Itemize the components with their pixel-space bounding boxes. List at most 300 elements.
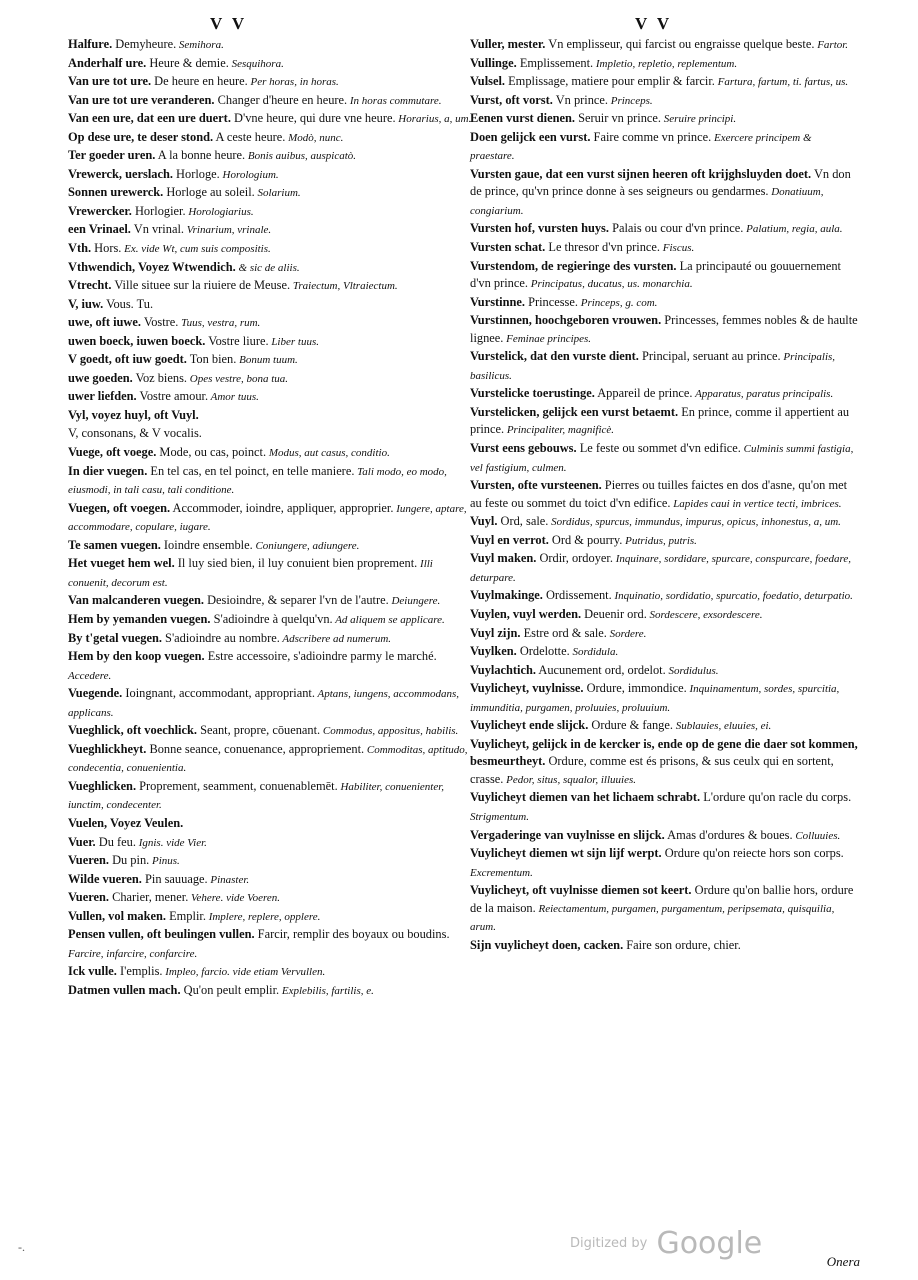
entry-french-gloss: Voz biens. — [132, 370, 187, 385]
entry-latin-gloss: Putridus, putris. — [622, 534, 697, 547]
entry-french-gloss: Vous. Tu. — [103, 296, 154, 311]
entry-headword: Vuylachtich. — [470, 662, 536, 677]
entry-headword: Vergaderinge van vuylnisse en slijck. — [470, 827, 665, 842]
entry-french-gloss: Principal, seruant au prince. — [638, 349, 781, 364]
entry-headword: Vuyl en verrot. — [470, 532, 549, 547]
entry-headword: Eenen vurst dienen. — [470, 111, 575, 126]
entry-headword: Vulsel. — [470, 74, 506, 89]
entry-latin-gloss: Sublauies, eluuies, ei. — [672, 720, 772, 733]
entry-latin-gloss: Culminis summi fastigia, vel fastigium, culmen. — [470, 443, 854, 474]
entry-french-gloss: En tel cas, en tel poinct, en telle maniere. — [147, 463, 355, 478]
entry-headword: Doen gelijck een vurst. — [470, 129, 591, 144]
entry-latin-gloss: Implere, replere, opplere. — [205, 910, 321, 923]
entry-french-gloss: Emplir. — [166, 908, 206, 923]
entry-latin-gloss: Tuus, vestra, rum. — [178, 317, 261, 330]
entry-latin-gloss: Strigmentum. — [470, 810, 529, 823]
entry-french-gloss: L'ordure qu'on racle du corps. — [700, 790, 852, 805]
dictionary-entry — [68, 259, 473, 278]
entry-latin-gloss: Horologium. — [219, 168, 279, 181]
entry-latin-gloss: Modò, nunc. — [285, 131, 344, 144]
entry-french-gloss: Qu'on peult emplir. — [180, 982, 280, 997]
entry-headword: Vuylicheyt diemen van het lichaem schrabt. — [470, 790, 701, 805]
entry-headword: uwer liefden. — [68, 389, 137, 404]
dictionary-entry — [68, 889, 473, 908]
entry-french-gloss: V, consonans, & V vocalis. — [68, 426, 202, 441]
entry-french-gloss: Deuenir ord. — [581, 606, 647, 621]
entry-headword: Vuer. — [68, 834, 96, 849]
dictionary-entry — [68, 834, 473, 853]
dictionary-entry — [470, 625, 858, 644]
entry-headword: Vurstinnen, hoochgeboren vrouwen. — [470, 313, 662, 328]
dictionary-entry — [68, 741, 473, 778]
entry-french-gloss: Il luy sied bien, il luy conuient bien proprement. — [174, 556, 418, 571]
entry-french-gloss: En prince, comme il appertient au prince. — [470, 404, 850, 437]
entry-french-gloss: Ordelotte. — [516, 644, 570, 659]
entry-headword: Vullinge. — [470, 55, 517, 70]
entry-french-gloss: Faire comme vn prince. — [590, 129, 712, 144]
dictionary-entry — [68, 444, 473, 463]
entry-french-gloss: Ville situee sur la riuiere de Meuse. — [111, 278, 291, 293]
entry-french-gloss: Pin sauuage. — [141, 871, 208, 886]
dictionary-entry — [470, 258, 858, 294]
entry-latin-gloss: Colluuies. — [792, 829, 841, 842]
dictionary-entry — [470, 294, 858, 313]
dictionary-entry — [68, 73, 473, 92]
entry-headword: Hem by den koop vuegen. — [68, 649, 205, 664]
dictionary-entry — [68, 407, 473, 426]
entry-headword: Datmen vullen mach. — [68, 982, 181, 997]
entry-headword: Het vueget hem wel. — [68, 556, 175, 571]
dictionary-entry — [68, 166, 473, 185]
entry-latin-gloss: Commodus, appositus, habilis. — [320, 725, 459, 738]
entry-headword: Sonnen urewerck. — [68, 185, 164, 200]
entry-latin-gloss: Illi conuenit, decorum est. — [68, 558, 433, 589]
entry-french-gloss: Ton bien. — [186, 352, 237, 367]
dictionary-entry — [470, 643, 858, 662]
watermark-prefix: Digitized by — [570, 1236, 648, 1251]
entry-headword: Vursten hof, vursten huys. — [470, 221, 609, 236]
left-column — [68, 36, 473, 1000]
dictionary-entry — [470, 404, 858, 440]
dictionary-entry — [68, 55, 473, 74]
entry-french-gloss: Emplissement. — [516, 55, 594, 70]
entry-latin-gloss: Palatium, regia, aula. — [743, 223, 843, 236]
entry-french-gloss: Ordure qu'on reiecte hors son corps. — [661, 846, 844, 861]
dictionary-entry — [68, 277, 473, 296]
dictionary-entry — [68, 722, 473, 741]
dictionary-entry — [68, 908, 473, 927]
entry-latin-gloss: Semihora. — [176, 39, 224, 51]
entry-french-gloss: Princesse. — [524, 294, 578, 309]
dictionary-entry — [68, 611, 473, 630]
dictionary-entry — [470, 239, 858, 258]
entry-headword: Te samen vuegen. — [68, 537, 161, 552]
entry-headword: Vtrecht. — [68, 278, 112, 293]
entry-latin-gloss: Fiscus. — [660, 242, 695, 255]
dictionary-entry — [68, 963, 473, 982]
entry-headword: Vurstendom, de regieringe des vursten. — [470, 258, 677, 273]
entry-headword: Op dese ure, te deser stond. — [68, 129, 214, 144]
dictionary-entry — [470, 550, 858, 587]
entry-french-gloss: Vn prince. — [552, 92, 608, 107]
entry-french-gloss: Farcir, remplir des boyaux ou boudins. — [254, 927, 450, 942]
entry-headword: Vursten, ofte vursteenen. — [470, 478, 602, 493]
entry-latin-gloss: Deiungere. — [388, 595, 441, 608]
entry-headword: Vuylicheyt, vuylnisse. — [470, 681, 584, 696]
entry-latin-gloss: Ex. vide Wt, cum suis compositis. — [121, 243, 271, 256]
entry-headword: Vuyl. — [470, 514, 498, 529]
entry-latin-gloss: Principalis, basilicus. — [470, 351, 836, 382]
dictionary-entry — [68, 129, 473, 148]
dictionary-entry — [470, 166, 858, 221]
entry-headword: Vrewerck, uerslach. — [68, 166, 173, 181]
left-running-head: V V — [210, 14, 248, 33]
entry-french-gloss: Vostre amour. — [136, 389, 209, 404]
entry-french-gloss: Seruir vn prince. — [575, 111, 662, 126]
entry-latin-gloss: Aptans, iungens, accommodans, applicans. — [68, 688, 459, 719]
entry-headword: Vuege, oft voege. — [68, 445, 157, 460]
entry-french-gloss: Pierres ou tuilles faictes en dos d'asne, qu'on met au feste ou sommet du toict d'vn edifice. — [470, 478, 848, 510]
margin-mark: -. — [18, 1240, 25, 1254]
entry-french-gloss: Demyheure. — [112, 37, 177, 51]
entry-headword: Vursten gaue, dat een vurst sijnen heeren oft krijghsluyden doet. — [470, 166, 812, 181]
entry-latin-gloss: Pedor, situs, squalor, illuuies. — [503, 773, 636, 786]
entry-headword: Vursten schat. — [470, 240, 546, 255]
entry-headword: Vuelen, Voyez Veulen. — [68, 815, 184, 830]
entry-headword: Vuylmakinge. — [470, 588, 543, 603]
entry-headword: Vueren. — [68, 890, 109, 905]
entry-latin-gloss: Liber tuus. — [268, 335, 319, 348]
entry-headword: Vuylicheyt, oft vuylnisse diemen sot keert. — [470, 883, 692, 898]
entry-french-gloss: Ord, sale. — [497, 514, 549, 529]
entry-headword: Wilde vueren. — [68, 871, 142, 886]
dictionary-entry — [470, 440, 858, 477]
dictionary-entry — [470, 385, 858, 404]
dictionary-entry — [68, 388, 473, 407]
dictionary-entry — [68, 630, 473, 649]
entry-latin-gloss: Ignis. vide Vier. — [135, 836, 207, 849]
entry-headword: Vuyl zijn. — [470, 625, 521, 640]
entry-french-gloss: Hors. — [91, 241, 122, 256]
entry-headword: Van ure tot ure veranderen. — [68, 92, 215, 107]
entry-latin-gloss: Horologiarius. — [185, 205, 254, 218]
entry-latin-gloss: Sordidulus. — [665, 664, 719, 677]
entry-headword: Vurstelick, dat den vurste dient. — [470, 349, 639, 364]
entry-headword: Vueren. — [68, 853, 109, 868]
entry-latin-gloss: Amor tuus. — [208, 391, 259, 404]
entry-headword: Ick vulle. — [68, 964, 117, 979]
entry-headword: Halfure. — [68, 37, 113, 51]
dictionary-entry — [68, 296, 473, 315]
entry-headword: Anderhalf ure. — [68, 55, 147, 70]
entry-french-gloss: Proprement, seamment, conuenablemēt. — [136, 778, 338, 793]
entry-latin-gloss: Traiectum, Vltraiectum. — [290, 280, 398, 293]
entry-french-gloss: Princesses, femmes nobles & de haulte lignee. — [470, 313, 858, 345]
entry-french-gloss: Palais ou cour d'vn prince. — [608, 221, 744, 236]
dictionary-entry — [68, 778, 473, 815]
entry-latin-gloss: Sordidula. — [569, 646, 619, 659]
entry-french-gloss: Appareil de prince. — [594, 386, 693, 401]
entry-latin-gloss: & sic de aliis. — [235, 261, 300, 274]
dictionary-entry — [470, 606, 858, 625]
entry-french-gloss: Vn don de prince, qu'vn prince donne à ses seigneurs ou gendarmes. — [470, 166, 851, 199]
google-logo: Google — [656, 1226, 763, 1261]
dictionary-entry — [470, 92, 858, 111]
entry-headword: Vuller, mester. — [470, 37, 546, 51]
dictionary-entry — [470, 312, 858, 348]
entry-french-gloss: Emplissage, matiere pour emplir & farcir. — [505, 74, 715, 89]
dictionary-entry — [470, 736, 858, 790]
entry-french-gloss: De heure en heure. — [151, 74, 248, 89]
entry-latin-gloss: Apparatus, paratus principalis. — [692, 388, 834, 401]
dictionary-entry — [470, 129, 858, 166]
dictionary-entry — [68, 926, 473, 963]
entry-headword: Pensen vullen, oft beulingen vullen. — [68, 927, 255, 942]
entry-latin-gloss: Coniungere, adiungere. — [252, 539, 360, 552]
entry-french-gloss: A la bonne heure. — [155, 148, 246, 163]
entry-latin-gloss: Inquinatio, sordidatio, spurcatio, foedatio, deturpatio. — [611, 590, 853, 603]
dictionary-entry — [68, 36, 473, 55]
dictionary-entry — [68, 370, 473, 389]
entry-french-gloss: Estre ord & sale. — [520, 625, 607, 640]
entry-headword: uwe goeden. — [68, 370, 133, 385]
dictionary-entry — [470, 220, 858, 239]
entry-french-gloss: Accommoder, ioindre, appliquer, approprier. — [170, 500, 394, 515]
entry-latin-gloss: Habiliter, conuenienter, iunctim, condecenter. — [68, 780, 445, 812]
entry-french-gloss: Vn emplisseur, qui farcist ou engraisse quelque beste. — [545, 37, 815, 51]
entry-french-gloss: Charier, mener. — [108, 890, 189, 905]
entry-latin-gloss: Princeps. — [608, 94, 653, 107]
dictionary-entry — [68, 184, 473, 203]
entry-french-gloss: A ceste heure. — [213, 129, 286, 144]
dictionary-entry — [68, 425, 473, 444]
entry-latin-gloss: Adscribere ad numerum. — [279, 632, 392, 645]
dictionary-entry — [68, 982, 473, 1001]
entry-latin-gloss: Inquinamentum, sordes, spurcitia, immunditia, purgamen, proluuies, proluuium. — [470, 683, 840, 714]
entry-latin-gloss: Reiectamentum, purgamen, purgamentum, peripsemata, quisquilia, arum. — [470, 902, 835, 934]
dictionary-entry — [68, 147, 473, 166]
dictionary-entry — [68, 351, 473, 370]
entry-latin-gloss: Pinus. — [149, 855, 180, 868]
entry-latin-gloss: Tali modo, eo modo, eiusmodi, in tali casu, tali conditione. — [68, 465, 447, 497]
entry-latin-gloss: Sesquihora. — [228, 57, 284, 70]
dictionary-entry — [470, 36, 858, 55]
entry-french-gloss: Ioingnant, accommodant, appropriant. — [122, 686, 315, 701]
entry-latin-gloss: Per horas, in horas. — [247, 76, 339, 89]
dictionary-entry — [68, 333, 473, 352]
entry-headword: uwen boeck, iuwen boeck. — [68, 333, 206, 348]
entry-headword: Vurstelicke toerustinge. — [470, 386, 595, 401]
entry-french-gloss: Ordure & fange. — [588, 718, 673, 733]
entry-headword: Vurstinne. — [470, 294, 525, 309]
entry-headword: Vth. — [68, 241, 92, 256]
entry-latin-gloss: Principaliter, magnificè. — [504, 424, 615, 437]
entry-french-gloss: Amas d'ordures & boues. — [664, 827, 793, 842]
entry-latin-gloss: Sordere. — [606, 627, 647, 640]
entry-headword: Vueghlicken. — [68, 778, 137, 793]
entry-latin-gloss: Modus, aut casus, conditio. — [266, 447, 390, 460]
entry-latin-gloss: Commoditas, aptitudo, condecentia, conuenientia. — [68, 743, 468, 775]
entry-latin-gloss: Feminae principes. — [503, 332, 592, 345]
dictionary-entry — [470, 587, 858, 606]
entry-french-gloss: Aucunement ord, ordelot. — [535, 662, 666, 677]
entry-latin-gloss: Iungere, aptare, accommodare, copulare, iugare. — [68, 502, 467, 534]
entry-latin-gloss: Principatus, ducatus, us. monarchia. — [527, 278, 693, 291]
entry-latin-gloss: Explebilis, fartilis, e. — [279, 984, 374, 997]
entry-french-gloss: Faire son ordure, chier. — [623, 937, 741, 952]
entry-latin-gloss: Pinaster. — [207, 873, 250, 886]
dictionary-entry — [68, 240, 473, 259]
dictionary-entry — [68, 685, 473, 722]
entry-latin-gloss: Solarium. — [254, 187, 301, 200]
dictionary-entry — [470, 532, 858, 551]
entry-french-gloss: Horlogier. — [131, 203, 186, 218]
entry-headword: Vyl, voyez huyl, oft Vuyl. — [68, 407, 199, 422]
entry-french-gloss: Du pin. — [108, 853, 150, 868]
entry-headword: Vurstelicken, gelijck een vurst betaemt. — [470, 404, 679, 419]
entry-french-gloss: I'emplis. — [116, 964, 163, 979]
dictionary-entry — [470, 882, 858, 937]
dictionary-entry — [68, 555, 473, 592]
digitized-by-google-watermark — [570, 1226, 762, 1261]
dictionary-entry — [68, 852, 473, 871]
dictionary-entry — [68, 203, 473, 222]
entry-latin-gloss: Fartura, fartum, ti. fartus, us. — [714, 76, 849, 89]
dictionary-entry — [470, 827, 858, 846]
entry-headword: Vullen, vol maken. — [68, 908, 166, 923]
entry-headword: Vuylken. — [470, 644, 517, 659]
entry-french-gloss: Ordir, ordoyer. — [536, 551, 613, 566]
dictionary-entry — [470, 55, 858, 74]
entry-french-gloss: Ordure, immondice. — [583, 681, 687, 696]
entry-headword: Vrewercker. — [68, 203, 132, 218]
entry-french-gloss: Le thresor d'vn prince. — [545, 240, 661, 255]
entry-latin-gloss: Princeps, g. com. — [577, 296, 658, 309]
entry-french-gloss: S'adioindre à quelqu'vn. — [210, 611, 333, 626]
entry-french-gloss: Mode, ou cas, poinct. — [156, 445, 267, 460]
right-running-head: V V — [635, 14, 673, 33]
entry-french-gloss: La principauté ou gouuernement d'vn prince. — [470, 258, 841, 291]
entry-headword: uwe, oft iuwe. — [68, 315, 141, 330]
dictionary-entry — [68, 871, 473, 890]
entry-latin-gloss: Bonum tuum. — [236, 354, 298, 367]
entry-headword: Vthwendich, Voyez Wtwendich. — [68, 259, 236, 274]
dictionary-entry — [68, 463, 473, 500]
dictionary-entry — [68, 648, 473, 685]
entry-french-gloss: S'adioindre au nombre. — [161, 630, 280, 645]
entry-latin-gloss: Fartor. — [814, 39, 849, 51]
dictionary-entry — [470, 680, 858, 717]
entry-headword: Vuegen, oft voegen. — [68, 500, 171, 515]
dictionary-entry — [68, 221, 473, 240]
entry-french-gloss: Ioindre ensemble. — [160, 537, 253, 552]
entry-headword: Vuylen, vuyl werden. — [470, 606, 582, 621]
dictionary-entry — [68, 92, 473, 111]
entry-latin-gloss: Farcire, infarcire, confarcire. — [68, 947, 198, 960]
dictionary-entry — [68, 815, 473, 834]
dictionary-entry — [470, 348, 858, 385]
dictionary-entry — [68, 537, 473, 556]
entry-latin-gloss: Exercere principem & praestare. — [470, 131, 812, 163]
entry-french-gloss: D'vne heure, qui dure vne heure. — [230, 111, 396, 126]
dictionary-entry — [470, 789, 858, 826]
dictionary-entry — [470, 513, 858, 532]
entry-latin-gloss: Lapides caui in vertice tecti, imbrices. — [670, 497, 842, 510]
entry-french-gloss: Estre accessoire, s'adioindre parmy le marché. — [204, 649, 437, 664]
entry-headword: Van een ure, dat een ure duert. — [68, 111, 231, 126]
entry-french-gloss: Ord & pourry. — [548, 532, 623, 547]
entry-headword: Ter goeder uren. — [68, 148, 156, 163]
entry-headword: Vuylicheyt, gelijck in de kercker is, ende op de gene die daer sot kommen, besmeurtheyt. — [470, 736, 858, 769]
entry-latin-gloss: Sordescere, exsordescere. — [646, 608, 763, 621]
entry-headword: Vuyl maken. — [470, 551, 537, 566]
entry-headword: Vueghlick, oft voechlick. — [68, 723, 197, 738]
entry-headword: Vuylicheyt ende slijck. — [470, 718, 589, 733]
entry-latin-gloss: Inquinare, sordidare, spurcare, conspurcare, foedare, deturpare. — [470, 553, 852, 584]
entry-french-gloss: Desioindre, & separer l'vn de l'autre. — [203, 593, 389, 608]
entry-latin-gloss: Sordidus, spurcus, immundus, impurus, opicus, inhonestus, a, um. — [548, 516, 841, 529]
entry-french-gloss: Le feste ou sommet d'vn edifice. — [576, 441, 741, 456]
entry-latin-gloss: Vehere. vide Voeren. — [188, 892, 281, 905]
dictionary-entry — [470, 717, 858, 736]
entry-french-gloss: Vostre liure. — [205, 333, 269, 348]
entry-latin-gloss: Opes vestre, bona tua. — [187, 372, 289, 385]
entry-headword: Van malcanderen vuegen. — [68, 593, 204, 608]
entry-french-gloss: Heure & demie. — [146, 55, 229, 70]
dictionary-entry — [68, 110, 473, 129]
entry-latin-gloss: Bonis auibus, auspicatò. — [245, 150, 357, 163]
entry-latin-gloss: Impletio, repletio, replementum. — [593, 57, 738, 70]
entry-french-gloss: Bonne seance, conuenance, appropriement. — [146, 741, 365, 756]
right-column — [470, 36, 858, 955]
entry-headword: Sijn vuylicheyt doen, cacken. — [470, 937, 624, 952]
entry-headword: Hem by yemanden vuegen. — [68, 611, 211, 626]
entry-headword: Vurst eens gebouws. — [470, 441, 577, 456]
entry-headword: Vurst, oft vorst. — [470, 92, 553, 107]
entry-french-gloss: Ordure, comme est és prisons, & sus ceulx qui en sortent, crasse. — [470, 754, 834, 786]
entry-latin-gloss: In horas commutare. — [347, 94, 442, 107]
entry-french-gloss: Vostre. — [140, 315, 179, 330]
dictionary-entry — [470, 937, 858, 956]
entry-latin-gloss: Accedere. — [68, 669, 112, 682]
dictionary-entry — [68, 500, 473, 537]
dictionary-entry — [470, 477, 858, 513]
dictionary-entry — [470, 662, 858, 681]
entry-latin-gloss: Ad aliquem se applicare. — [332, 613, 445, 626]
entry-french-gloss: Ordure qu'on ballie hors, ordure de la maison. — [470, 883, 854, 915]
entry-headword: Van ure tot ure. — [68, 74, 152, 89]
dictionary-entry — [68, 592, 473, 611]
entry-french-gloss: Changer d'heure en heure. — [214, 92, 348, 107]
entry-french-gloss: Horloge. — [172, 166, 220, 181]
entry-headword: Vuegende. — [68, 686, 123, 701]
entry-french-gloss: Ordissement. — [542, 588, 612, 603]
entry-headword: In dier vuegen. — [68, 463, 148, 478]
entry-headword: By t'getal vuegen. — [68, 630, 162, 645]
entry-french-gloss: Du feu. — [95, 834, 136, 849]
entry-latin-gloss: Seruire principi. — [661, 113, 737, 126]
entry-latin-gloss: Impleo, farcio. vide etiam Vervullen. — [162, 966, 326, 979]
entry-latin-gloss: Vrinarium, vrinale. — [184, 224, 272, 237]
dictionary-entry — [470, 845, 858, 882]
dictionary-entry — [68, 314, 473, 333]
entry-headword: Vueghlickheyt. — [68, 741, 147, 756]
entry-french-gloss: Seant, propre, cōuenant. — [196, 723, 321, 738]
dictionary-entry — [470, 73, 858, 92]
entry-french-gloss: Horloge au soleil. — [163, 185, 255, 200]
catchword: Onera — [826, 1254, 860, 1269]
entry-headword: V goedt, oft iuw goedt. — [68, 352, 187, 367]
